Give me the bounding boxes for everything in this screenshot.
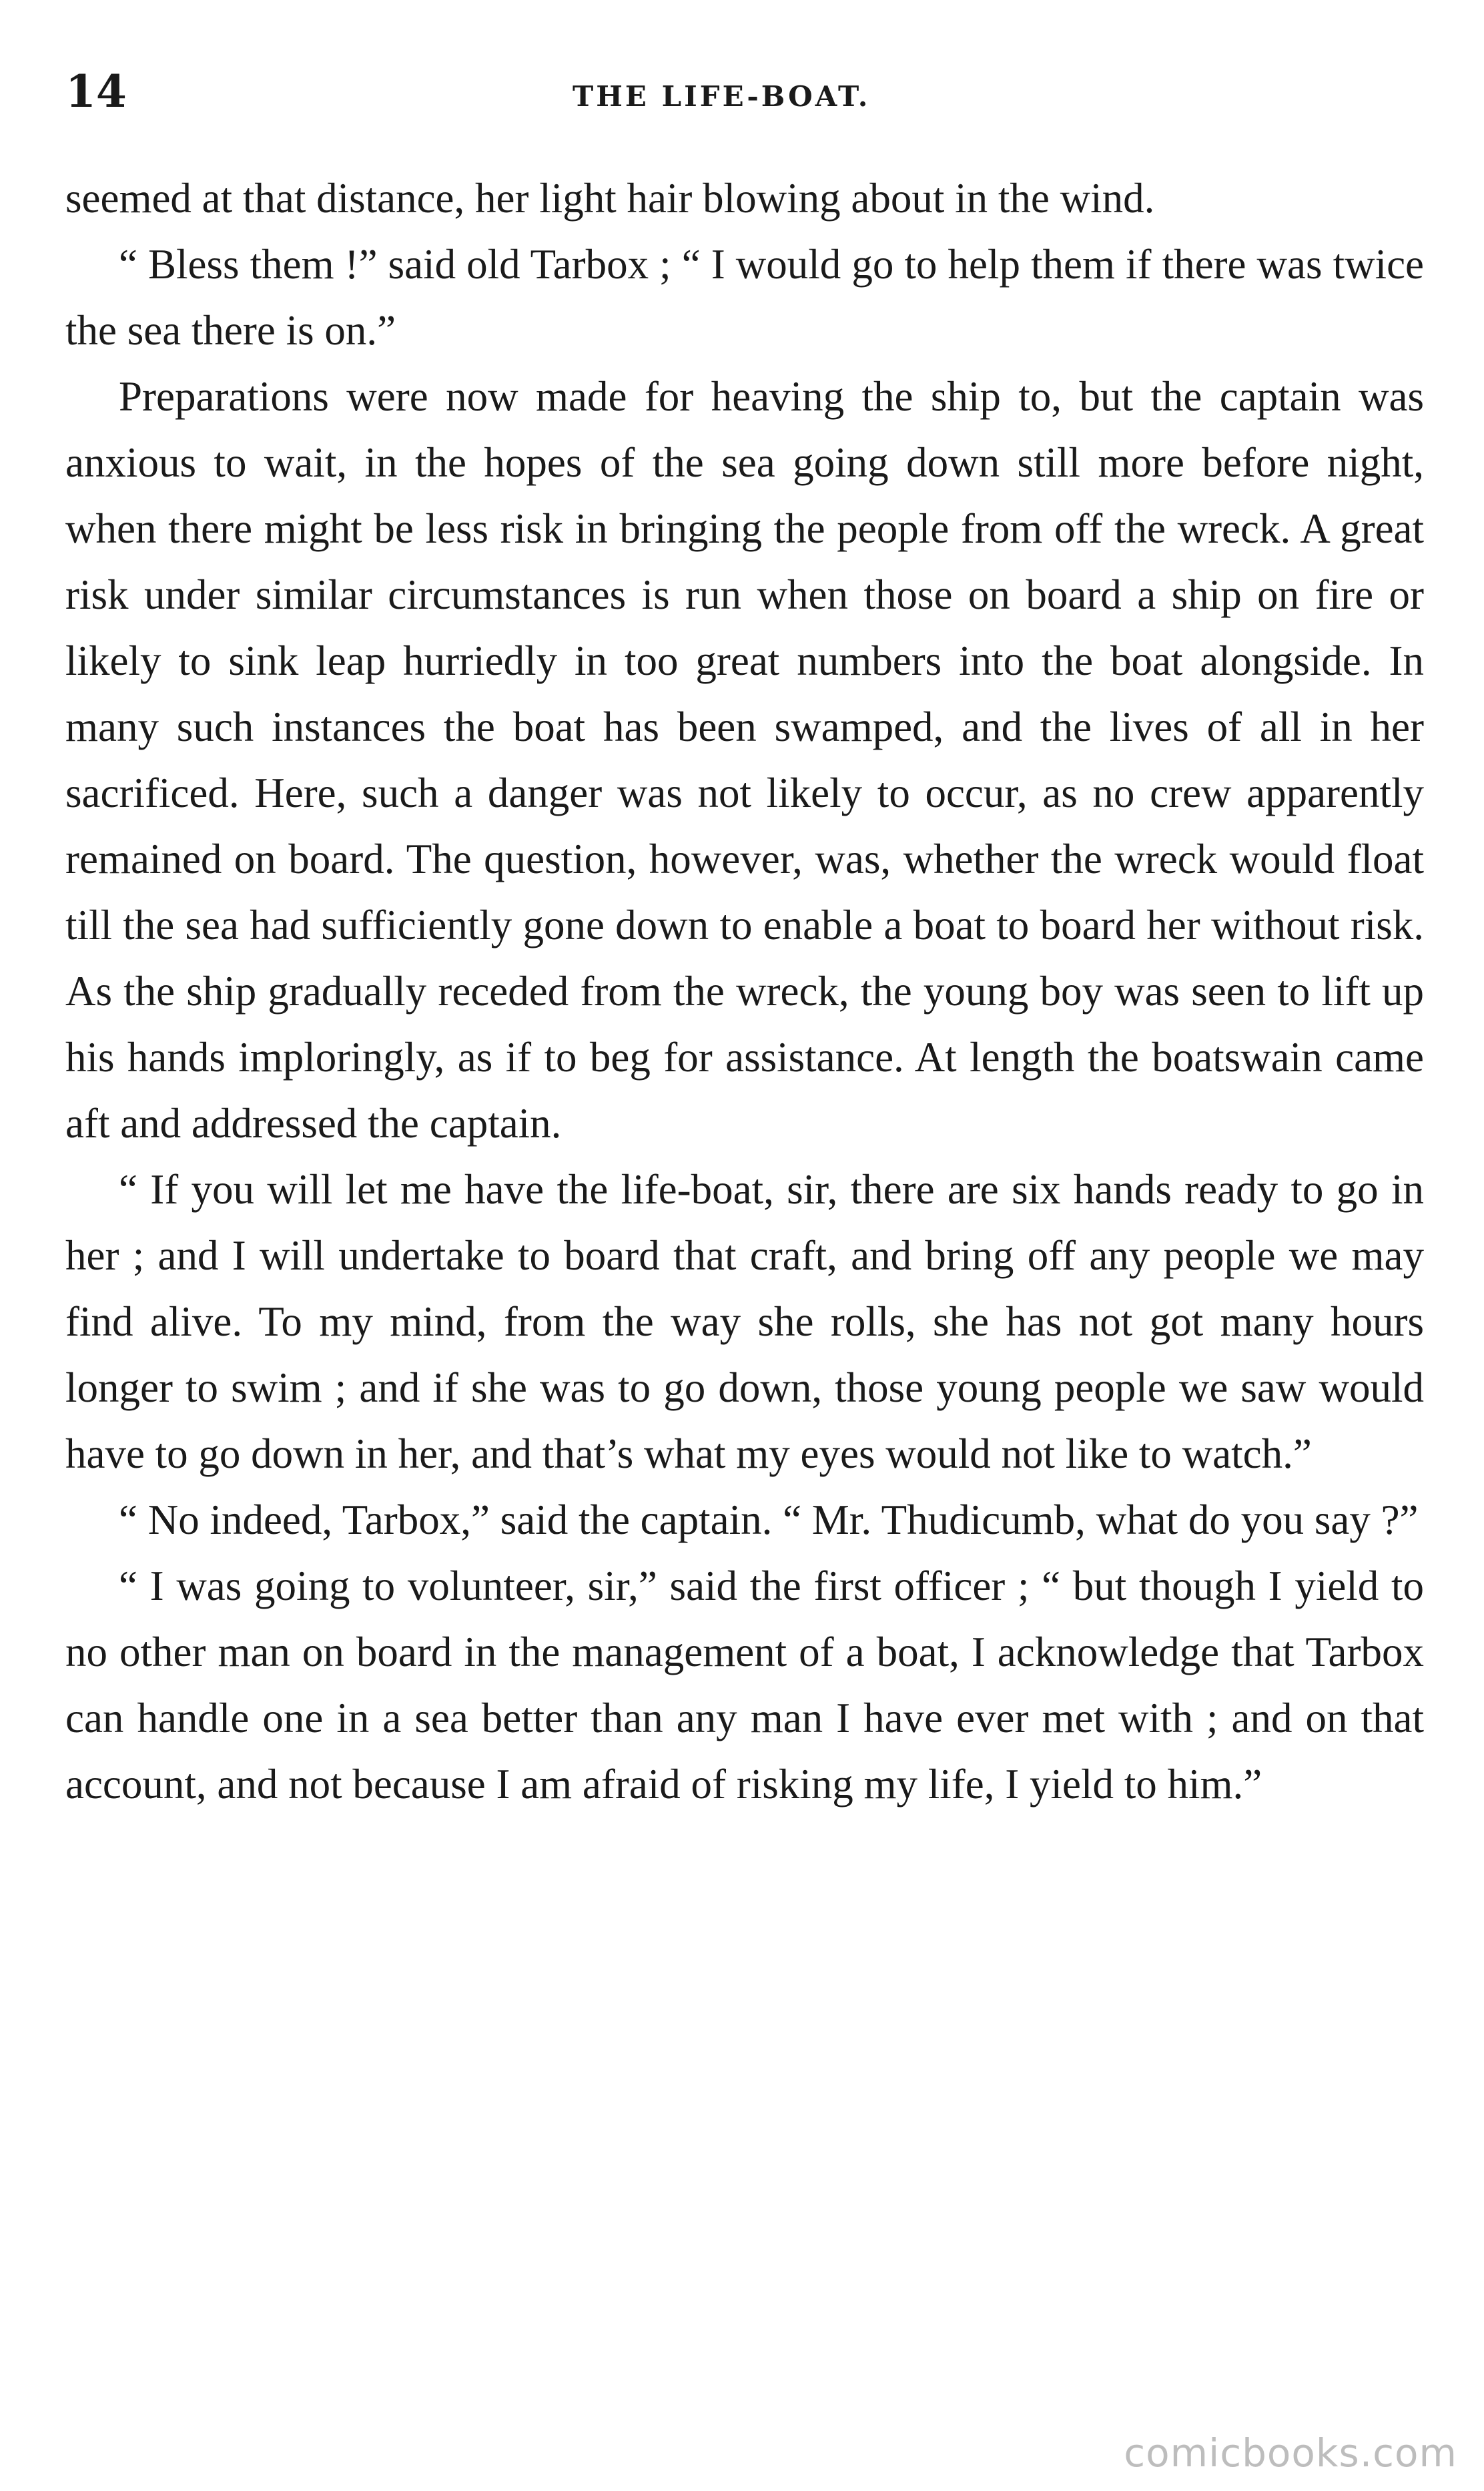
page-header [65, 65, 1424, 129]
paragraph: “ I was going to volunteer, sir,” said the first officer ; “ but though I yield to no other man on board in the management of a boat, I acknowledge that Tarbox can handle one in a sea better than any man I have ever met with ; and on that account, and not because I am afraid of risking my life, I yield to him.” [65, 1563, 1424, 1808]
paragraph: “ Bless them !” said old Tarbox ; “ I would go to help them if there was twice the sea there is on.” [65, 241, 1424, 354]
paragraph: “ No indeed, Tarbox,” said the captain. “ Mr. Thudicumb, what do you say ?” [119, 1496, 1419, 1543]
page-number: 14 [65, 65, 127, 117]
paragraph: Preparations were now made for heaving the ship to, but the captain was anxious to wait, in the hopes of the sea going down still more before night, when there might be less risk in bringing the people from off the wreck. A great risk under similar circumstances is run when those on board a ship on fire or likely to sink leap hurriedly in too great numbers into the boat alongside. In many such instances the boat has been swamped, and the lives of all in her sacrificed. Here, such a danger was not likely to occur, as no crew apparently remained on board. The question, however, was, whether the wreck would float till the sea had sufficiently gone down to enable a boat to board her without risk. As the ship gradually receded from the wreck, the young boy was seen to lift up his hands imploringly, as if to beg for assistance. At length the boatswain came aft and addressed the captain. [65, 373, 1424, 1147]
running-title: THE LIFE-BOAT. [573, 80, 871, 113]
paragraph: seemed at that distance, her light hair blowing about in the wind. [65, 175, 1155, 222]
watermark: comicbooks.com [1124, 2430, 1457, 2476]
paragraph: “ If you will let me have the life-boat, sir, there are six hands ready to go in her ; and I will undertake to board that craft, and bring off any people we may find alive. To my mind, from the way she rolls, she has not got many hours longer to swim ; and if she was to go down, those young people we saw would have to go down in her, and that’s what my eyes would not like to watch.” [65, 1166, 1424, 1477]
body-text [65, 166, 1424, 1818]
